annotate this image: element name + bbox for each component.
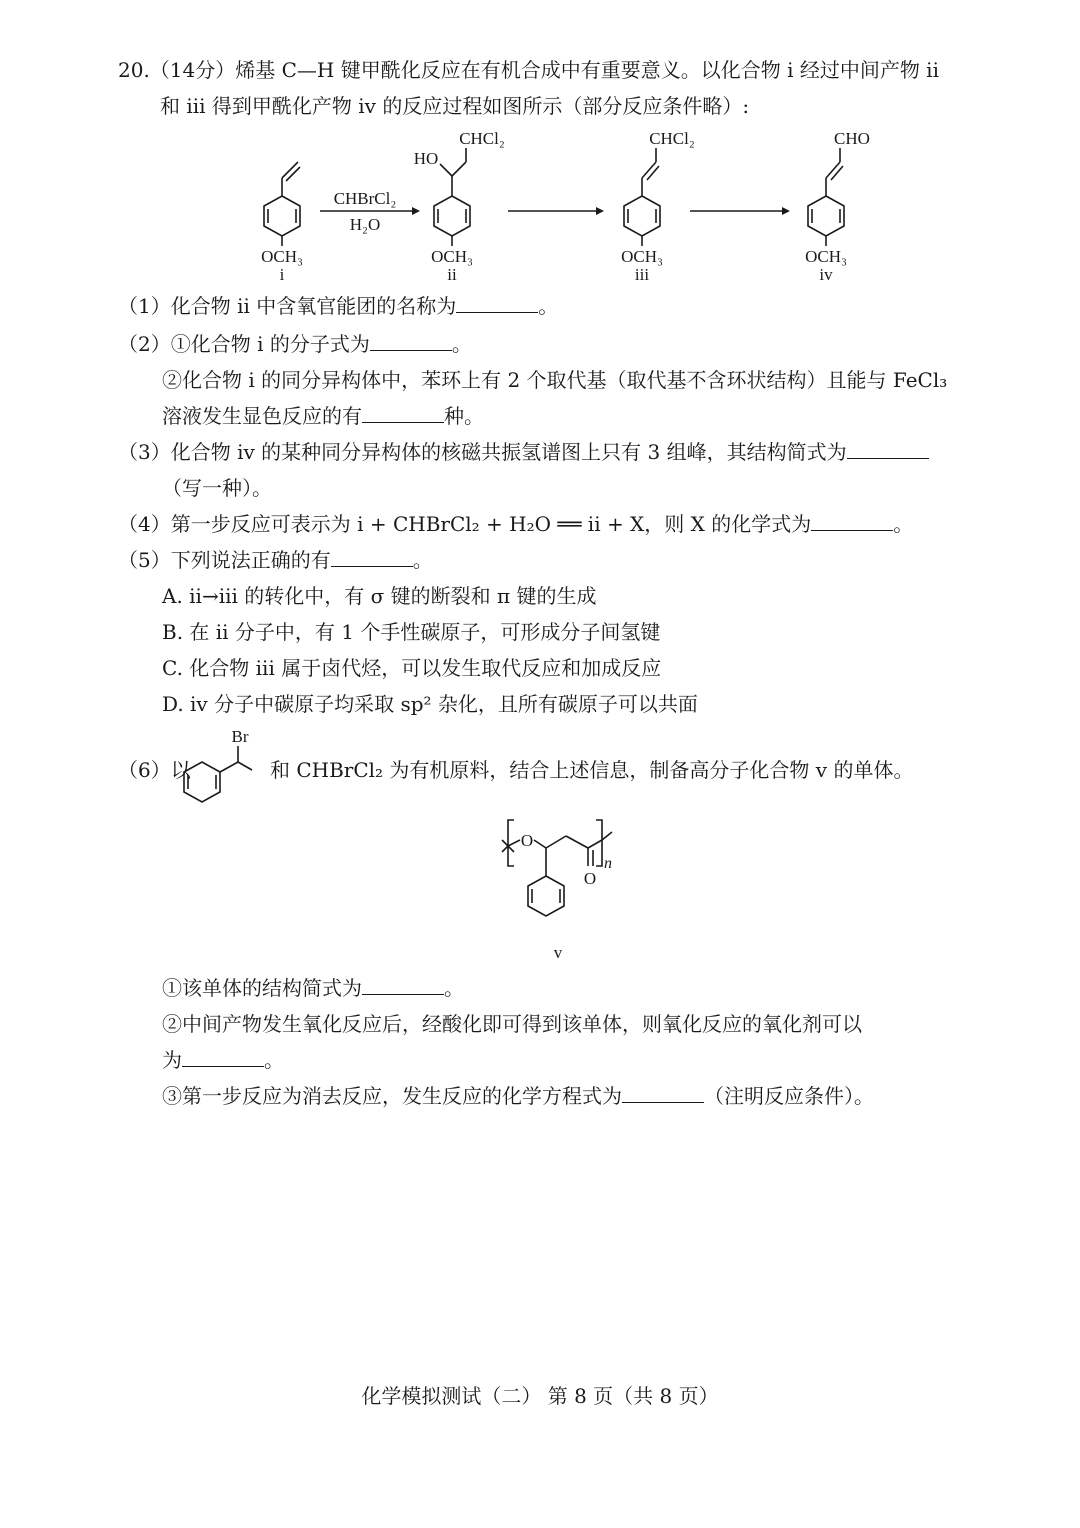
- benzene-ring-ii: [434, 148, 470, 246]
- compound-ii-top-group: CHCl₂: [459, 129, 505, 148]
- q6-s1-end: 。: [444, 976, 464, 1000]
- arrow-1-reagent: CHBrCl₂: [333, 189, 397, 208]
- compound-i-label: i: [279, 265, 285, 284]
- compound-iv-label: iv: [819, 265, 833, 284]
- q4-answer-blank[interactable]: [811, 510, 893, 531]
- page-footer: 化学模拟测试（二） 第 8 页（共 8 页）: [361, 1384, 719, 1408]
- q1-end: 。: [538, 294, 559, 318]
- compound-iii-substituent: OCH₃: [621, 247, 663, 266]
- q6-s3-answer-blank[interactable]: [622, 1082, 704, 1103]
- compound-iv-top-group: CHO: [834, 129, 870, 148]
- polymer-label: v: [553, 943, 563, 962]
- q5-text: （5）下列说法正确的有: [118, 548, 331, 572]
- q3-line-2: （写一种）。: [162, 476, 272, 500]
- benzene-ring-iv: [808, 148, 844, 246]
- q6-s3-end: （注明反应条件）。: [704, 1084, 874, 1108]
- q1-text: （1）化合物 ii 中含氧官能团的名称为: [118, 294, 457, 318]
- polymer-v-structure: [492, 810, 652, 970]
- q2b-text: 溶液发生显色反应的有: [162, 404, 362, 428]
- q6-s2-text: 为: [162, 1048, 182, 1072]
- compound-iii-label: iii: [634, 265, 650, 284]
- q6-s2-line-2: [162, 1046, 284, 1074]
- q6-s1-answer-blank[interactable]: [362, 974, 444, 995]
- compound-ii-label: ii: [447, 265, 457, 284]
- q6-s2-answer-blank[interactable]: [182, 1046, 264, 1067]
- q5-answer-blank[interactable]: [331, 546, 413, 567]
- benzene-ring-iii: [624, 148, 660, 246]
- q6-s3-text: ③第一步反应为消去反应，发生反应的化学方程式为: [162, 1084, 622, 1108]
- q4: [118, 510, 913, 538]
- question-line-1: 20.（14分）烯基 C—H 键甲酰化反应在有机合成中有重要意义。以化合物 i 经过中间产物 ii: [118, 58, 939, 82]
- polymer-o-atom: O: [520, 831, 534, 850]
- reactant-br-atom: Br: [231, 728, 249, 746]
- reaction-scheme: [0, 118, 1080, 288]
- compound-ii-side-group: HO: [413, 149, 439, 168]
- q5-option-a: A. ii→iii 的转化中，有 σ 键的断裂和 π 键的生成: [162, 584, 597, 608]
- q2a-text: （2）①化合物 i 的分子式为: [118, 332, 370, 356]
- q6-s1: [162, 974, 464, 1002]
- q5-option-b: B. 在 ii 分子中，有 1 个手性碳原子，可形成分子间氢键: [162, 620, 661, 644]
- q2b-line-2: [162, 402, 484, 430]
- benzene-ring-i: [264, 162, 300, 246]
- q5-end: 。: [412, 548, 433, 572]
- polymer-carbonyl-o: O: [583, 869, 597, 888]
- q3-text: （3）化合物 iv 的某种同分异构体的核磁共振氢谱图上只有 3 组峰，其结构简式为: [118, 440, 847, 464]
- q4-text: （4）第一步反应可表示为 i + CHBrCl₂ + H₂O ══ ii + X，则 X 的化学式为: [118, 512, 812, 536]
- compound-i-substituent: OCH₃: [261, 247, 303, 266]
- q2a-end: 。: [451, 332, 472, 356]
- polymer-n-subscript: n: [604, 855, 612, 872]
- q3-line-1: [118, 438, 929, 466]
- q6-reactant-structure: [172, 728, 282, 808]
- q5: [118, 546, 433, 574]
- q6-s1-text: ①该单体的结构简式为: [162, 976, 362, 1000]
- q6-prefix: （6）以: [118, 758, 191, 782]
- question-line-2: 和 iii 得到甲酰化产物 iv 的反应过程如图所示（部分反应条件略）:: [160, 94, 750, 118]
- q2b-line-1: ②化合物 i 的同分异构体中，苯环上有 2 个取代基（取代基不含环状结构）且能与 FeCl₃: [162, 368, 948, 392]
- q5-option-c: C. 化合物 iii 属于卤代烃，可以发生取代反应和加成反应: [162, 656, 662, 680]
- q2b-end: 种。: [444, 404, 484, 428]
- q3-answer-blank[interactable]: [847, 438, 929, 459]
- q6-s3: [162, 1082, 874, 1110]
- q2a: [118, 330, 472, 358]
- q6-s2-line-1: ②中间产物发生氧化反应后，经酸化即可得到该单体，则氧化反应的氧化剂可以: [162, 1012, 862, 1036]
- arrow-1-condition: H₂O: [349, 215, 381, 234]
- compound-iii-top-group: CHCl₂: [649, 129, 695, 148]
- q5-option-d: D. iv 分子中碳原子均采取 sp² 杂化，且所有碳原子可以共面: [162, 692, 698, 716]
- q2b-answer-blank[interactable]: [362, 402, 444, 423]
- compound-ii-substituent: OCH₃: [431, 247, 473, 266]
- q1: [118, 292, 558, 320]
- q2a-answer-blank[interactable]: [370, 330, 452, 351]
- q1-answer-blank[interactable]: [456, 292, 538, 313]
- q6-suffix: 和 CHBrCl₂ 为有机原料，结合上述信息，制备高分子化合物 v 的单体。: [270, 758, 914, 782]
- q6-s2-end: 。: [264, 1048, 284, 1072]
- compound-iv-substituent: OCH₃: [805, 247, 847, 266]
- q4-end: 。: [893, 512, 914, 536]
